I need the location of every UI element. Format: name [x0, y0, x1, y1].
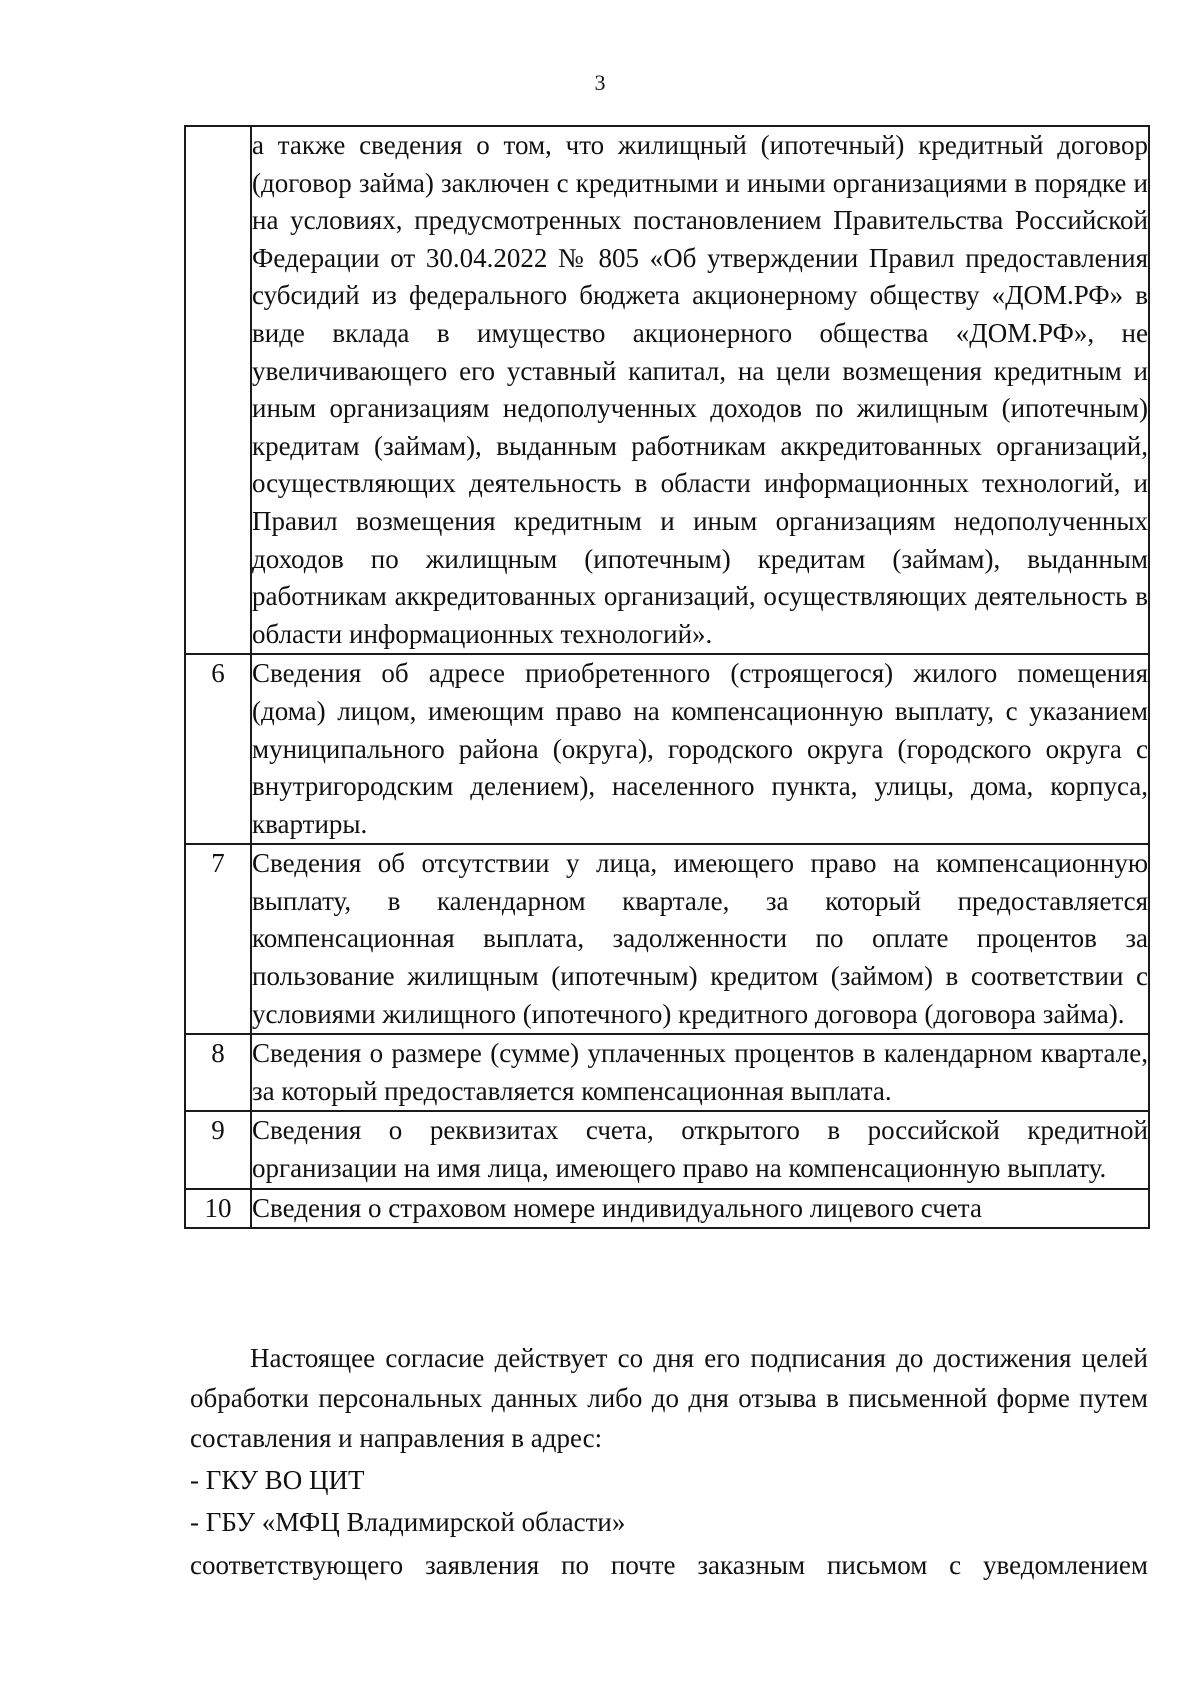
- row-number: 9: [185, 1111, 251, 1188]
- row-text: Сведения об адресе приобретенного (строящегося) жилого помещения (дома) лицом, имеющим право на компенсационную выплату, с указанием муниципального района (округа), городского округа (городского округа с внутригородским делением), населенного пункта, улицы, дома, корпуса, квартиры.: [251, 654, 1149, 844]
- row-number: [185, 126, 251, 654]
- personal-data-table: [184, 125, 1150, 1229]
- table-row: [185, 844, 1149, 1034]
- address-item-gku: - ГКУ ВО ЦИТ: [190, 1465, 365, 1495]
- address-item-mfc: - ГБУ «МФЦ Владимирской области»: [190, 1507, 626, 1537]
- table-row: [185, 1111, 1149, 1188]
- row-number: 7: [185, 844, 251, 1034]
- continuation-line: соответствующего заявления по почте заказным письмом с уведомлением: [190, 1550, 1148, 1580]
- row-text: а также сведения о том, что жилищный (ипотечный) кредитный договор (договор займа) заключен с кредитными и иными организациями в порядке и на условиях, предусмотренных постановлением Правительства Российской Федерации от 30.04.2022 № 805 «Об утверждении Правил предоставления субсидий из федерального бюджета акционерному обществу «ДОМ.РФ» в виде вклада в имущество акционерного общества «ДОМ.РФ», не увеличивающего его уставный капитал, на цели возмещения кредитным и иным организациям недополученных доходов по жилищным (ипотечным) кредитам (займам), выданным работникам аккредитованных организаций, осуществляющих деятельность в области информационных технологий, и Правил возмещения кредитным и иным организациям недополученных доходов по жилищным (ипотечным) кредитам (займам), выданным работникам аккредитованных организаций, осуществляющих деятельность в области информационных технологий».: [251, 126, 1149, 654]
- table-row: [185, 126, 1149, 654]
- row-number: 10: [185, 1189, 251, 1229]
- table-row: [185, 1034, 1149, 1111]
- table-row: [185, 1189, 1149, 1229]
- table-row: [185, 654, 1149, 844]
- row-number: 8: [185, 1034, 251, 1111]
- row-text: Сведения о страховом номере индивидуального лицевого счета: [251, 1189, 1149, 1229]
- row-text: Сведения о реквизитах счета, открытого в российской кредитной организации на имя лица, имеющего право на компенсационную выплату.: [251, 1111, 1149, 1188]
- row-text: Сведения об отсутствии у лица, имеющего право на компенсационную выплату, в календарном квартале, за который предоставляется компенсационная выплата, задолженности по оплате процентов за пользование жилищным (ипотечным) кредитом (займом) в соответствии с условиями жилищного (ипотечного) кредитного договора (договора займа).: [251, 844, 1149, 1034]
- row-text: Сведения о размере (сумме) уплаченных процентов в календарном квартале, за который предоставляется компенсационная выплата.: [251, 1034, 1149, 1111]
- page-number: 3: [594, 70, 606, 95]
- consent-duration-paragraph: Настоящее согласие действует со дня его подписания до достижения целей обработки персональных данных либо до дня отзыва в письменной форме путем составления и направления в адрес:: [190, 1343, 1148, 1453]
- row-number: 6: [185, 654, 251, 844]
